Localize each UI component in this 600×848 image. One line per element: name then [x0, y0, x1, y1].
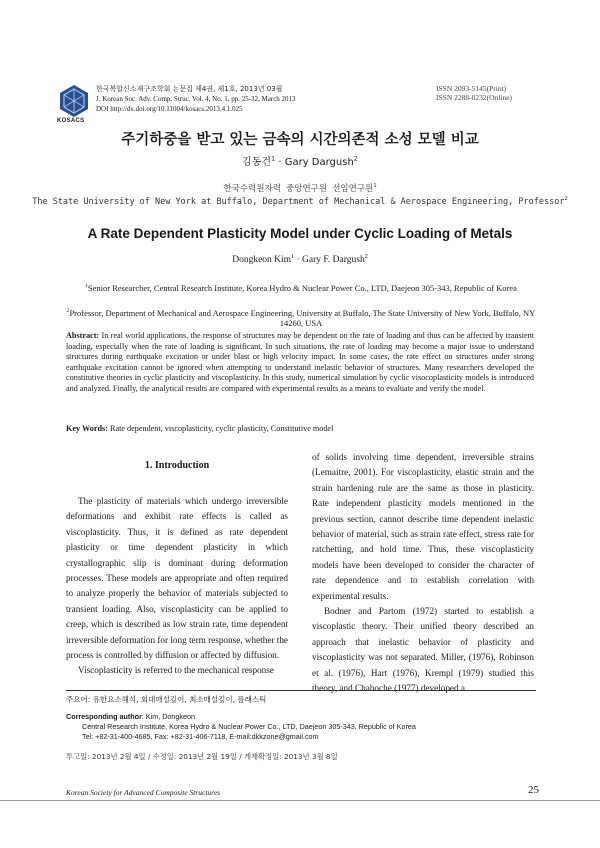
journal-en: J. Korean Soc. Adv. Comp. Struc. Vol. 4, No. 1, pp. 25-32, March 2013: [96, 95, 296, 103]
issn-print: ISSN 2093-5145(Print): [436, 84, 507, 93]
korean-title: 주기하중을 받고 있는 금속의 시간의존적 소성 모델 비교: [121, 132, 479, 148]
abstract-text: In real world applications, the response of structures may be dependent on the rate of loading and thus can be affected by transient loading, especially when the rate of loading is significant. In such situations, the rate of loading may become a major issue to understand structures during earthquake excitation or under blast or high velocity impact. In some cases, the rate effect on structures under strong earthquake excitation cannot be ignored when attempting to understand inelastic behavior of structures. Many researchers developed the constitutive theories in cyclic plasticity and viscoplasticity. In this study, numerical simulation by cyclic visocoplasticity models is introduced and analyzed. Finally, the analytical results are compared with experimental results as a means to evaluate and verify the model.: [66, 331, 534, 393]
affiliation-2: $^2$Professor, Department of Mechanical and Aerospace Engineering, University at Buffalo, The State University of New York, Buffalo, NY 14260, USA: [66, 307, 536, 329]
corr-label: Corresponding author: [66, 712, 142, 721]
korean-authors: 김동건$^1$ · Gary Dargush$^2$: [242, 154, 358, 168]
korean-author-1: 김동건: [242, 157, 272, 168]
issn-online: ISSN 2288-0232(Online): [436, 93, 513, 102]
korean-keywords: 주요어: 유한요소해석, 회대매설깊이, 최소매설깊이, 플래스틱: [66, 695, 267, 704]
logo-text: KOSACS: [57, 118, 85, 124]
doi-link[interactable]: DOI http://dx.doi.org/10.11004/kosacs.2013.4.1.025: [96, 105, 243, 113]
corr-contact: Tel: +82-31-400-4685, Fax: +82-31-406-7118, E-mail:dkkzone@gmail.com: [82, 732, 319, 741]
abstract-label: Abstract:: [66, 331, 100, 340]
paragraph: The plasticity of materials which undergo irreversible deformations and exhibit rate effects is called as viscoplasticity. Thus, it is defined as rate dependent plasticity or time dependent plasticity in which crystallographic slip is dominant during deformation processes. These models are appropriate and often required to analyze properly the behavior of materials subjected to transient loading. Also, viscoplasticity can be applied to creep, which is described as low strain rate, time dependent irreversible deformation for long term response, whether the process is controlled by diffusion or affected by diffusion.: [66, 496, 288, 661]
affiliation-1: $^1$Senior Researcher, Central Research Institute, Korea Hydro & Nuclear Power Co., LTD, Daejeon 305-343, Republic of Korea: [85, 282, 517, 293]
korean-affiliation-text: 한국수력원자력 중앙연구원 선임연구원: [223, 184, 374, 194]
english-author-2: Gary F. Dargush: [302, 255, 365, 266]
section-heading-introduction: 1. Introduction: [144, 460, 210, 471]
keywords-text: Rate dependent, viscoplasticity, cyclic plasticity, Constitutive model: [107, 424, 334, 433]
journal-header: [96, 84, 296, 114]
corr-name: : Kim, Dongkeon: [141, 712, 196, 721]
footer-divider: [0, 800, 600, 801]
abstract: [66, 331, 534, 395]
kosacs-logo-icon: [58, 84, 90, 118]
body-column-right: [312, 450, 534, 697]
corr-address: Central Research Institute, Korea Hydro & Nuclear Power Co., LTD, Daejeon 305-343, Republic of Korea: [82, 722, 416, 731]
journal-kr: 한국복합신소재구조학회 논문집 제4권, 제1호, 2013년 03월: [96, 85, 283, 93]
submission-dates: 투고일: 2013년 2월 4일 / 수정일: 2013년 2월 19일 / 게재확정일: 2013년 3월 8일: [66, 752, 338, 761]
korean-author-2: · Gary Dargush: [275, 157, 354, 168]
keywords-label: Key Words:: [66, 424, 108, 433]
footnote-divider: [66, 690, 536, 691]
corresponding-author: [66, 712, 416, 742]
korean-affiliation: 한국수력원자력 중앙연구원 선임연구원$^1$: [223, 183, 377, 194]
affiliation-2-text: Professor, Department of Mechanical and Aerospace Engineering, University at Buffalo, The State University of New York, Buffalo, NY 14260, USA: [69, 307, 536, 329]
english-author-1: Dongkeon Kim: [232, 255, 292, 266]
keywords: [66, 424, 534, 433]
korean-affiliation-en-text: The State University of New York at Buffalo, Department of Mechanical & Aerospace Engineering, Professor: [32, 196, 565, 207]
english-authors: Dongkeon Kim$^1$ · Gary F. Dargush$^2$: [232, 254, 368, 266]
paragraph: Bodner and Partom (1972) started to establish a viscoplastic theory. Their unified theory described an approach that inelastic behavior of plasticity and viscoplasticity was not separated. Miller, (1976), Robinson et al. (1976), Hart (1976), Krempl (1979) studied this theory, and Chaboche (1977) developed a: [312, 606, 534, 694]
affiliation-1-text: Senior Researcher, Central Research Institute, Korea Hydro & Nuclear Power Co., LTD, Daejeon 305-343, Republic of Korea: [87, 282, 517, 293]
footer-journal: Korean Society for Advanced Composite Structures: [66, 788, 221, 797]
page-number: 25: [528, 784, 539, 796]
body-column-left: [66, 494, 288, 679]
korean-affiliation-en: The State University of New York at Buffalo, Department of Mechanical & Aerospace Engineering, Professor$^2$: [32, 196, 568, 207]
english-title: A Rate Dependent Plasticity Model under Cyclic Loading of Metals: [87, 226, 513, 241]
issn-block: [436, 84, 512, 102]
paragraph: Viscoplasticity is referred to the mechanical response: [78, 665, 274, 676]
paragraph: of solids involving time dependent, irreversible strains (Lemaitre, 2001). For viscoplasticity, elastic strain and the strain hardening rule are the same as those in plasticity. Rate independent plasticity models mentioned in the previous section, cannot describe time dependent inelastic behavior of material, such as strain rate effect, stress rate for ratchetting, and hold time. Thus, these viscoplasticity models have been developed to consider the character of rate dependence and to establish correlation with experimental results.: [312, 452, 534, 601]
